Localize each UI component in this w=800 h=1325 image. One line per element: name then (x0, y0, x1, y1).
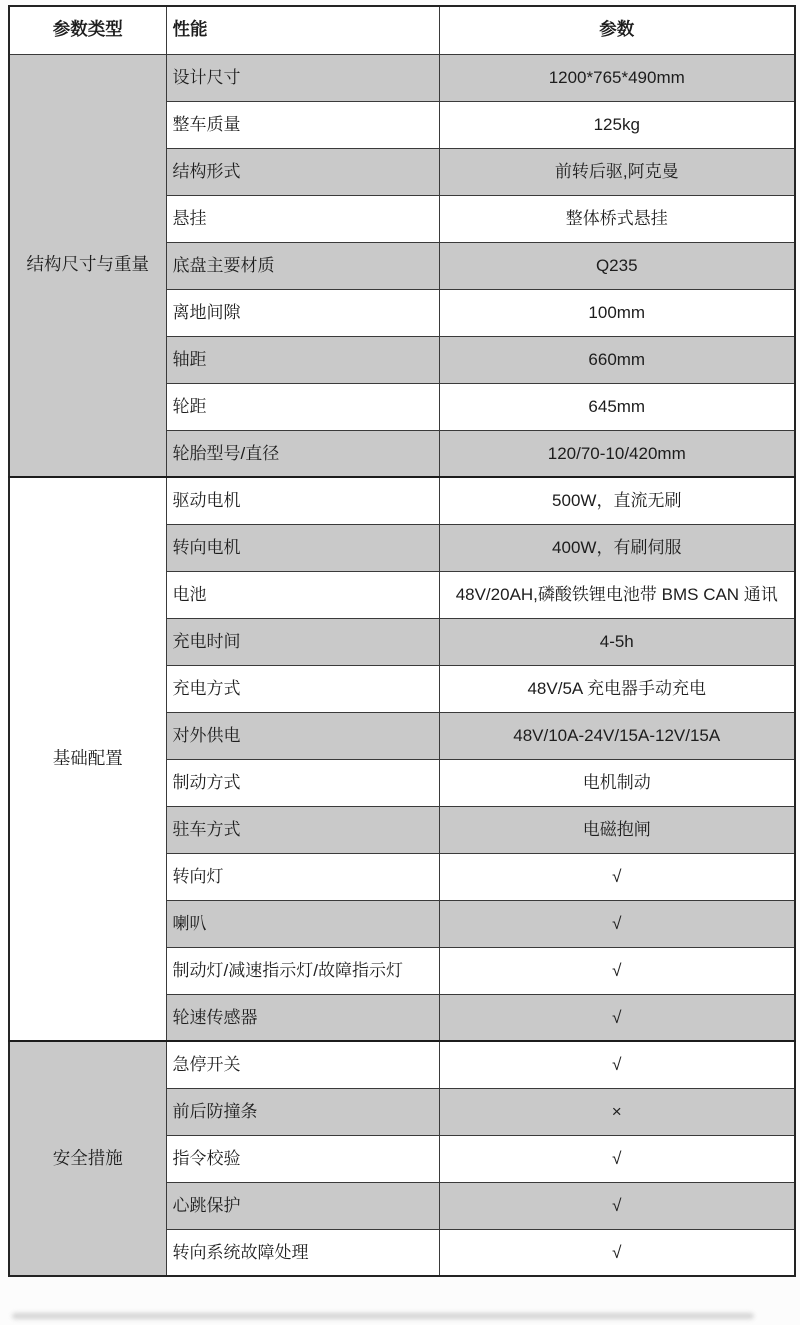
spec-name-cell: 对外供电 (166, 712, 439, 759)
spec-value-cell: 100mm (439, 289, 795, 336)
spec-name-cell: 轮距 (166, 383, 439, 430)
header-param-type: 参数类型 (9, 6, 166, 54)
spec-value-cell: 整体桥式悬挂 (439, 195, 795, 242)
spec-value-cell: 48V/20AH,磷酸铁锂电池带 BMS CAN 通讯 (439, 571, 795, 618)
spec-value-cell: 660mm (439, 336, 795, 383)
spec-value-cell: 125kg (439, 101, 795, 148)
spec-value-cell: 400W，有刷伺服 (439, 524, 795, 571)
header-row (9, 6, 795, 54)
spec-name-cell: 轴距 (166, 336, 439, 383)
spec-name-cell: 制动方式 (166, 759, 439, 806)
spec-value-cell: 500W，直流无刷 (439, 477, 795, 524)
spec-value-cell: 120/70-10/420mm (439, 430, 795, 477)
spec-row (9, 1041, 795, 1088)
spec-value-cell: 4-5h (439, 618, 795, 665)
spec-name-cell: 转向系统故障处理 (166, 1229, 439, 1276)
spec-name-cell: 离地间隙 (166, 289, 439, 336)
spec-name-cell: 底盘主要材质 (166, 242, 439, 289)
page-bottom-edge (12, 1313, 754, 1319)
spec-name-cell: 结构形式 (166, 148, 439, 195)
spec-value-cell: √ (439, 1182, 795, 1229)
spec-name-cell: 整车质量 (166, 101, 439, 148)
group-cell-structure: 结构尺寸与重量 (9, 54, 166, 477)
spec-value-cell: 电机制动 (439, 759, 795, 806)
spec-value-cell: √ (439, 947, 795, 994)
spec-table (8, 5, 796, 1277)
group-cell-basic-config: 基础配置 (9, 477, 166, 1041)
spec-name-cell: 喇叭 (166, 900, 439, 947)
spec-name-cell: 轮速传感器 (166, 994, 439, 1041)
spec-value-cell: 电磁抱闸 (439, 806, 795, 853)
spec-name-cell: 转向电机 (166, 524, 439, 571)
spec-row (9, 477, 795, 524)
spec-value-cell: 前转后驱,阿克曼 (439, 148, 795, 195)
spec-value-cell: √ (439, 994, 795, 1041)
spec-name-cell: 驱动电机 (166, 477, 439, 524)
spec-name-cell: 电池 (166, 571, 439, 618)
spec-value-cell: 1200*765*490mm (439, 54, 795, 101)
spec-name-cell: 轮胎型号/直径 (166, 430, 439, 477)
header-performance: 性能 (166, 6, 439, 54)
spec-name-cell: 悬挂 (166, 195, 439, 242)
spec-value-cell: √ (439, 900, 795, 947)
spec-name-cell: 充电时间 (166, 618, 439, 665)
spec-value-cell: √ (439, 1041, 795, 1088)
header-param: 参数 (439, 6, 795, 54)
spec-name-cell: 转向灯 (166, 853, 439, 900)
group-cell-safety: 安全措施 (9, 1041, 166, 1276)
spec-value-cell: 645mm (439, 383, 795, 430)
spec-name-cell: 前后防撞条 (166, 1088, 439, 1135)
spec-name-cell: 指令校验 (166, 1135, 439, 1182)
spec-name-cell: 急停开关 (166, 1041, 439, 1088)
spec-value-cell: × (439, 1088, 795, 1135)
spec-value-cell: √ (439, 853, 795, 900)
spec-name-cell: 心跳保护 (166, 1182, 439, 1229)
spec-name-cell: 充电方式 (166, 665, 439, 712)
spec-name-cell: 制动灯/减速指示灯/故障指示灯 (166, 947, 439, 994)
spec-value-cell: 48V/5A 充电器手动充电 (439, 665, 795, 712)
spec-name-cell: 驻车方式 (166, 806, 439, 853)
spec-value-cell: √ (439, 1229, 795, 1276)
spec-name-cell: 设计尺寸 (166, 54, 439, 101)
spec-value-cell: Q235 (439, 242, 795, 289)
spec-value-cell: √ (439, 1135, 795, 1182)
spec-value-cell: 48V/10A-24V/15A-12V/15A (439, 712, 795, 759)
spec-row (9, 54, 795, 101)
